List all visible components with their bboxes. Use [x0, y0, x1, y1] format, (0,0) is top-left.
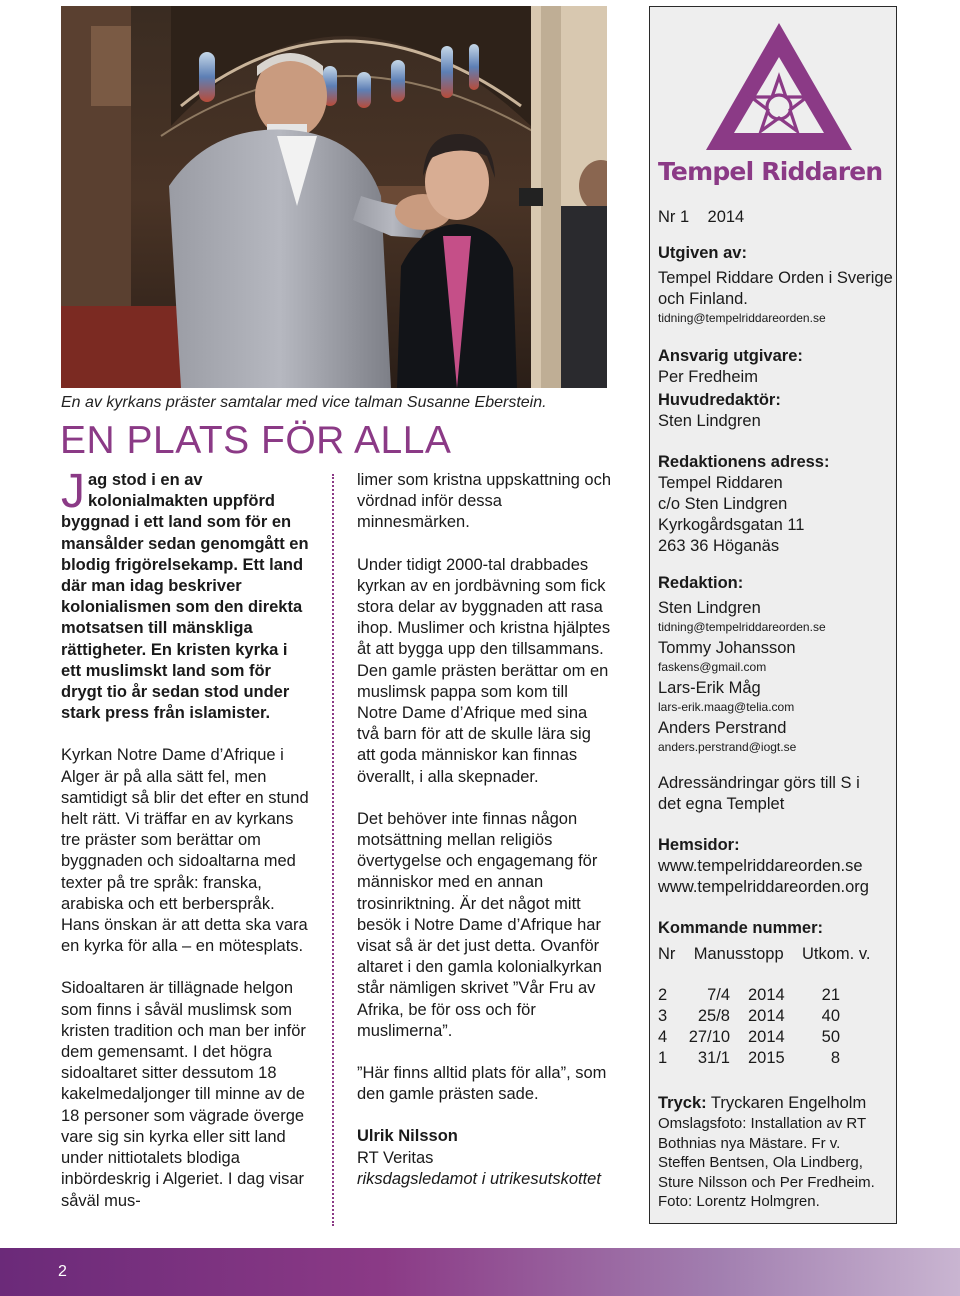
tempel-riddaren-logo — [704, 19, 854, 154]
body-paragraph: limer som kristna uppskattning och vördnad inför dessa minnesmärken. — [357, 471, 612, 532]
body-paragraph: Under tidigt 2000-tal drabbades kyrkan av en jordbävning som fick stora delar av byggnaden att rasa ihop. Muslimer och kristna hjälptes åt att bygga upp den tillsammans. Den gamle prästen berättar om en muslimsk pappa som kom till Notre Dame d’Afrique med sina två barn för att de skulle lära sig att goda människor kan finnas överallt, i alla skepnader. — [357, 555, 611, 786]
issue-number — [658, 207, 893, 228]
row-utkom: 8 — [830, 1049, 840, 1067]
row-year: 2015 — [748, 1049, 785, 1067]
church-interior-photo — [61, 6, 607, 388]
issue-nr: Nr 1 — [658, 208, 690, 226]
lead-text: ag stod i en av kolonialmakten uppförd byggnad i ett land som för en mansålder sedan genomgått en blodig frigörelsekamp. Ett land där man idag beskriver kolonialismen som den direkta motsatsen till mänskliga rättigheter. En kristen kyrka i ett muslimskt land som för drygt tio år sedan stod under stark press från islamister. — [61, 471, 309, 723]
editor-name: Tommy Johansson — [658, 639, 796, 657]
websites-label: Hemsidor: — [658, 836, 740, 854]
address-block — [658, 452, 893, 557]
websites-block — [658, 835, 893, 898]
editor-email: lars-erik.maag@telia.com — [658, 700, 795, 714]
row-year: 2014 — [748, 986, 785, 1004]
print-label: Tryck: — [658, 1094, 707, 1112]
responsible-label: Ansvarig utgivare: — [658, 347, 803, 365]
row-nr: 3 — [658, 1007, 668, 1025]
publisher-email: tidning@tempelriddareorden.se — [658, 311, 826, 325]
website-link[interactable]: www.tempelriddareorden.org — [658, 878, 869, 896]
article-column-2 — [357, 470, 612, 1211]
row-nr: 1 — [658, 1049, 668, 1067]
row-stop: 7/4 — [707, 986, 730, 1004]
column-divider — [332, 474, 334, 1226]
row-utkom: 50 — [821, 1028, 840, 1046]
cover-photo-credit: Omslagsfoto: Installation av RT Bothnias nya Mästare. Fr v. Steffen Bentsen, Ola Lindberg, Sture Nilsson och Per Fredheim. Foto: Lorentz Holmgren. — [658, 1115, 875, 1210]
editor-email: anders.perstrand@iogt.se — [658, 740, 797, 754]
upcoming-issues-table — [658, 985, 893, 1069]
page-footer-bar — [0, 1248, 960, 1296]
page-number: 2 — [58, 1263, 67, 1280]
byline — [357, 1126, 612, 1190]
table-row — [658, 1006, 893, 1027]
editor-name: Sten Lindgren — [658, 412, 761, 430]
editor-email: tidning@tempelriddareorden.se — [658, 620, 826, 634]
row-utkom: 21 — [821, 986, 840, 1004]
responsible-block — [658, 346, 893, 432]
responsible-name: Per Fredheim — [658, 368, 758, 386]
editor-name: Sten Lindgren — [658, 599, 761, 617]
table-row — [658, 1027, 893, 1048]
address-line: 263 36 Höganäs — [658, 537, 780, 555]
address-line: Tempel Riddaren — [658, 474, 783, 492]
byline-name: Ulrik Nilsson — [357, 1127, 458, 1146]
upcoming-label-text: Kommande nummer: — [658, 919, 824, 937]
table-row — [658, 985, 893, 1006]
byline-org: RT Veritas — [357, 1148, 434, 1167]
lead-paragraph — [61, 465, 311, 724]
row-utkom: 40 — [821, 1007, 840, 1025]
address-line: c/o Sten Lindgren — [658, 495, 788, 513]
address-line: Kyrkogårdsgatan 11 — [658, 516, 805, 534]
photo-caption: En av kyrkans präster samtalar med vice talman Susanne Eberstein. — [61, 394, 547, 411]
header-stop: Manusstopp — [693, 945, 784, 963]
row-nr: 2 — [658, 986, 668, 1004]
publisher-text: Tempel Riddare Orden i Sverige och Finland. — [658, 269, 893, 308]
address-label: Redaktionens adress: — [658, 453, 830, 471]
upcoming-table-header — [658, 944, 893, 965]
row-year: 2014 — [748, 1028, 785, 1046]
body-paragraph: Kyrkan Notre Dame d’Afrique i Alger är på alla sätt fel, men samtidigt så blir det efter en stund helt rätt. Vi träffar en av kyrkans tre präster som berättar om byggnaden och sidoaltarna med texter på tre språk: franska, arabiska och ett berberspråk. Hans önskan är att detta ska vara en kyrka för alla – en mötesplats. — [61, 746, 309, 956]
row-nr: 4 — [658, 1028, 668, 1046]
row-stop: 31/1 — [697, 1049, 730, 1067]
masthead-sidebar — [649, 6, 897, 1224]
publisher-label: Utgiven av: — [658, 244, 747, 262]
body-paragraph: Sidoaltaren är tillägnade helgon som finns i såväl muslimsk som kristen tradition och man ber inför dem gemensamt. I det högra sidoaltaret sitter dessutom 18 kakelmedaljonger till minne av de 18 personer som vägrade överge vare sig sin kyrka eller sitt land under nittiotalets blodiga inbördeskrig i Algeriet. I dag visar såväl mus- — [61, 979, 306, 1210]
header-utkom: Utkom. v. — [802, 945, 871, 963]
body-paragraph: ”Här finns alltid plats för alla”, som den gamle prästen sade. — [357, 1064, 607, 1104]
byline-role: riksdagsledamot i utrikesutskottet — [357, 1169, 601, 1188]
table-row — [658, 1048, 893, 1069]
editorial-label: Redaktion: — [658, 574, 744, 592]
issue-year: 2014 — [707, 208, 745, 226]
editorial-block — [658, 573, 893, 756]
website-link[interactable]: www.tempelriddareorden.se — [658, 857, 863, 875]
upcoming-issues-label — [658, 918, 893, 939]
article-column-1 — [61, 465, 311, 1233]
article-photo — [61, 6, 607, 388]
editor-name: Lars-Erik Måg — [658, 679, 761, 697]
triangle-star-logo-icon — [704, 19, 854, 154]
dropcap: J — [61, 465, 85, 518]
article-headline: EN PLATS FÖR ALLA — [60, 419, 452, 462]
address-change-note: Adressändringar görs till S i det egna Templet — [658, 774, 860, 813]
publisher-block — [658, 243, 893, 327]
row-stop: 27/10 — [688, 1028, 730, 1046]
row-stop: 25/8 — [697, 1007, 730, 1025]
header-nr: Nr — [658, 945, 676, 963]
print-block — [658, 1093, 890, 1212]
editor-label: Huvudredaktör: — [658, 391, 781, 409]
row-year: 2014 — [748, 1007, 785, 1025]
magazine-title: Tempel Riddaren — [658, 157, 883, 186]
print-text: Tryckaren Engelholm — [710, 1094, 867, 1112]
editor-name: Anders Perstrand — [658, 719, 787, 737]
body-paragraph: Det behöver inte finnas någon motsättning mellan religiös övertygelse och engagemang för människor med en annan trosinriktning. Är det något mitt besök i Notre Dame d’Afrique har visat så är det just detta. Ovanför altaret i den gamla kolonialkyrkan står nämligen skrivet ”Vår Fru av Afrika, be för oss och för muslimerna”. — [357, 809, 602, 1040]
editor-email: faskens@gmail.com — [658, 660, 767, 674]
